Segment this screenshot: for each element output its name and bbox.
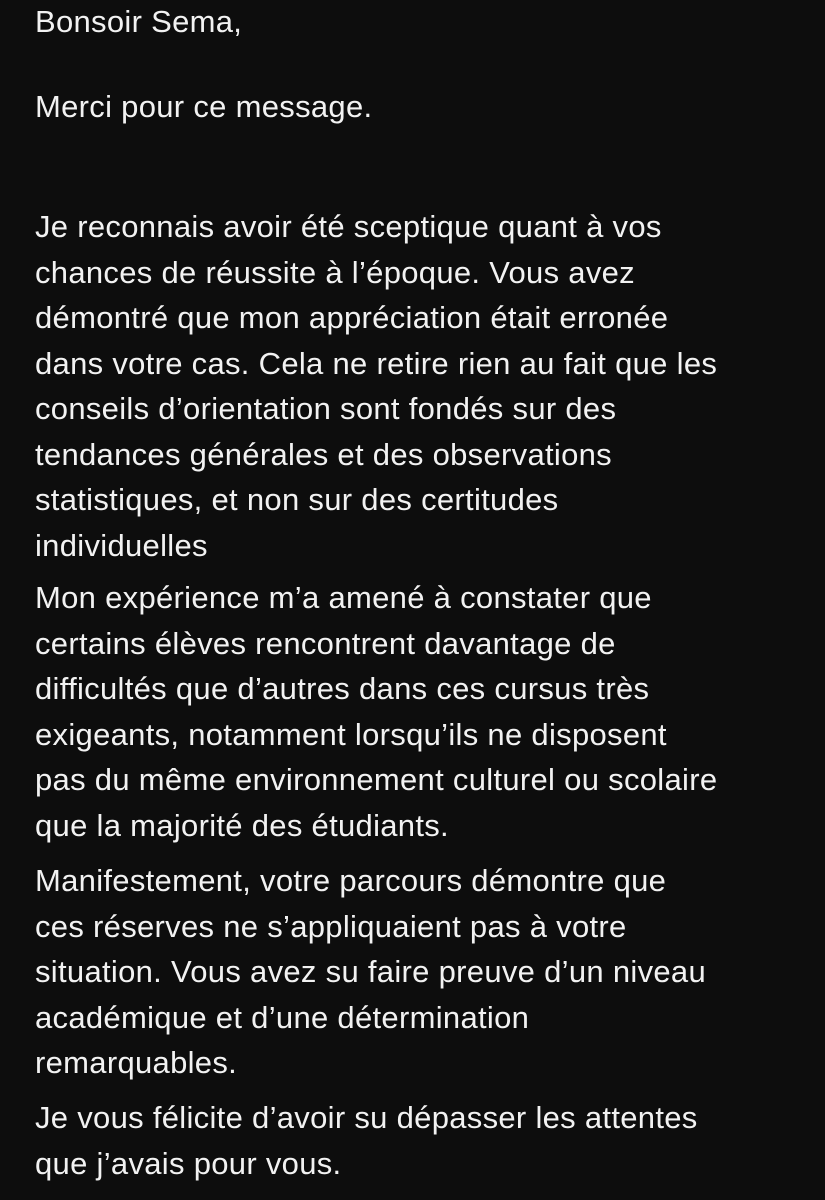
paragraph-3-line: Manifestement, votre parcours démontre que (35, 863, 667, 898)
paragraph-3-line: remarquables. (35, 1045, 238, 1080)
paragraph-1-line: démontré que mon appréciation était erronée (35, 300, 669, 335)
paragraph-2-line: certains élèves rencontrent davantage de (35, 626, 616, 661)
paragraph-3-line: ces réserves ne s’appliquaient pas à votre (35, 909, 627, 944)
thanks-text: Merci pour ce message. (35, 89, 373, 124)
paragraph-2-line: Mon expérience m’a amené à constater que (35, 580, 652, 615)
paragraph-2-line: pas du même environnement culturel ou scolaire (35, 762, 718, 797)
paragraph-1-line: Je reconnais avoir été sceptique quant à vos (35, 209, 662, 244)
paragraph-4-line: que j’avais pour vous. (35, 1146, 342, 1181)
paragraph-2-line: que la majorité des étudiants. (35, 808, 449, 843)
paragraph-1-line: statistiques, et non sur des certitudes (35, 482, 559, 517)
paragraph-3-line: académique et d’une détermination (35, 1000, 530, 1035)
paragraph-1-line: individuelles (35, 528, 208, 563)
paragraph-3-line: situation. Vous avez su faire preuve d’un niveau (35, 954, 706, 989)
paragraph-2-line: difficultés que d’autres dans ces cursus très (35, 671, 650, 706)
paragraph-1-line: chances de réussite à l’époque. Vous avez (35, 255, 635, 290)
paragraph-1-line: tendances générales et des observations (35, 437, 612, 472)
paragraph-1-line: conseils d’orientation sont fondés sur des (35, 391, 617, 426)
paragraph-4-line: Je vous félicite d’avoir su dépasser les attentes (35, 1100, 698, 1135)
paragraph-1-line: dans votre cas. Cela ne retire rien au fait que les (35, 346, 718, 381)
greeting-text: Bonsoir Sema, (35, 4, 243, 39)
paragraph-2-line: exigeants, notamment lorsqu’ils ne disposent (35, 717, 667, 752)
